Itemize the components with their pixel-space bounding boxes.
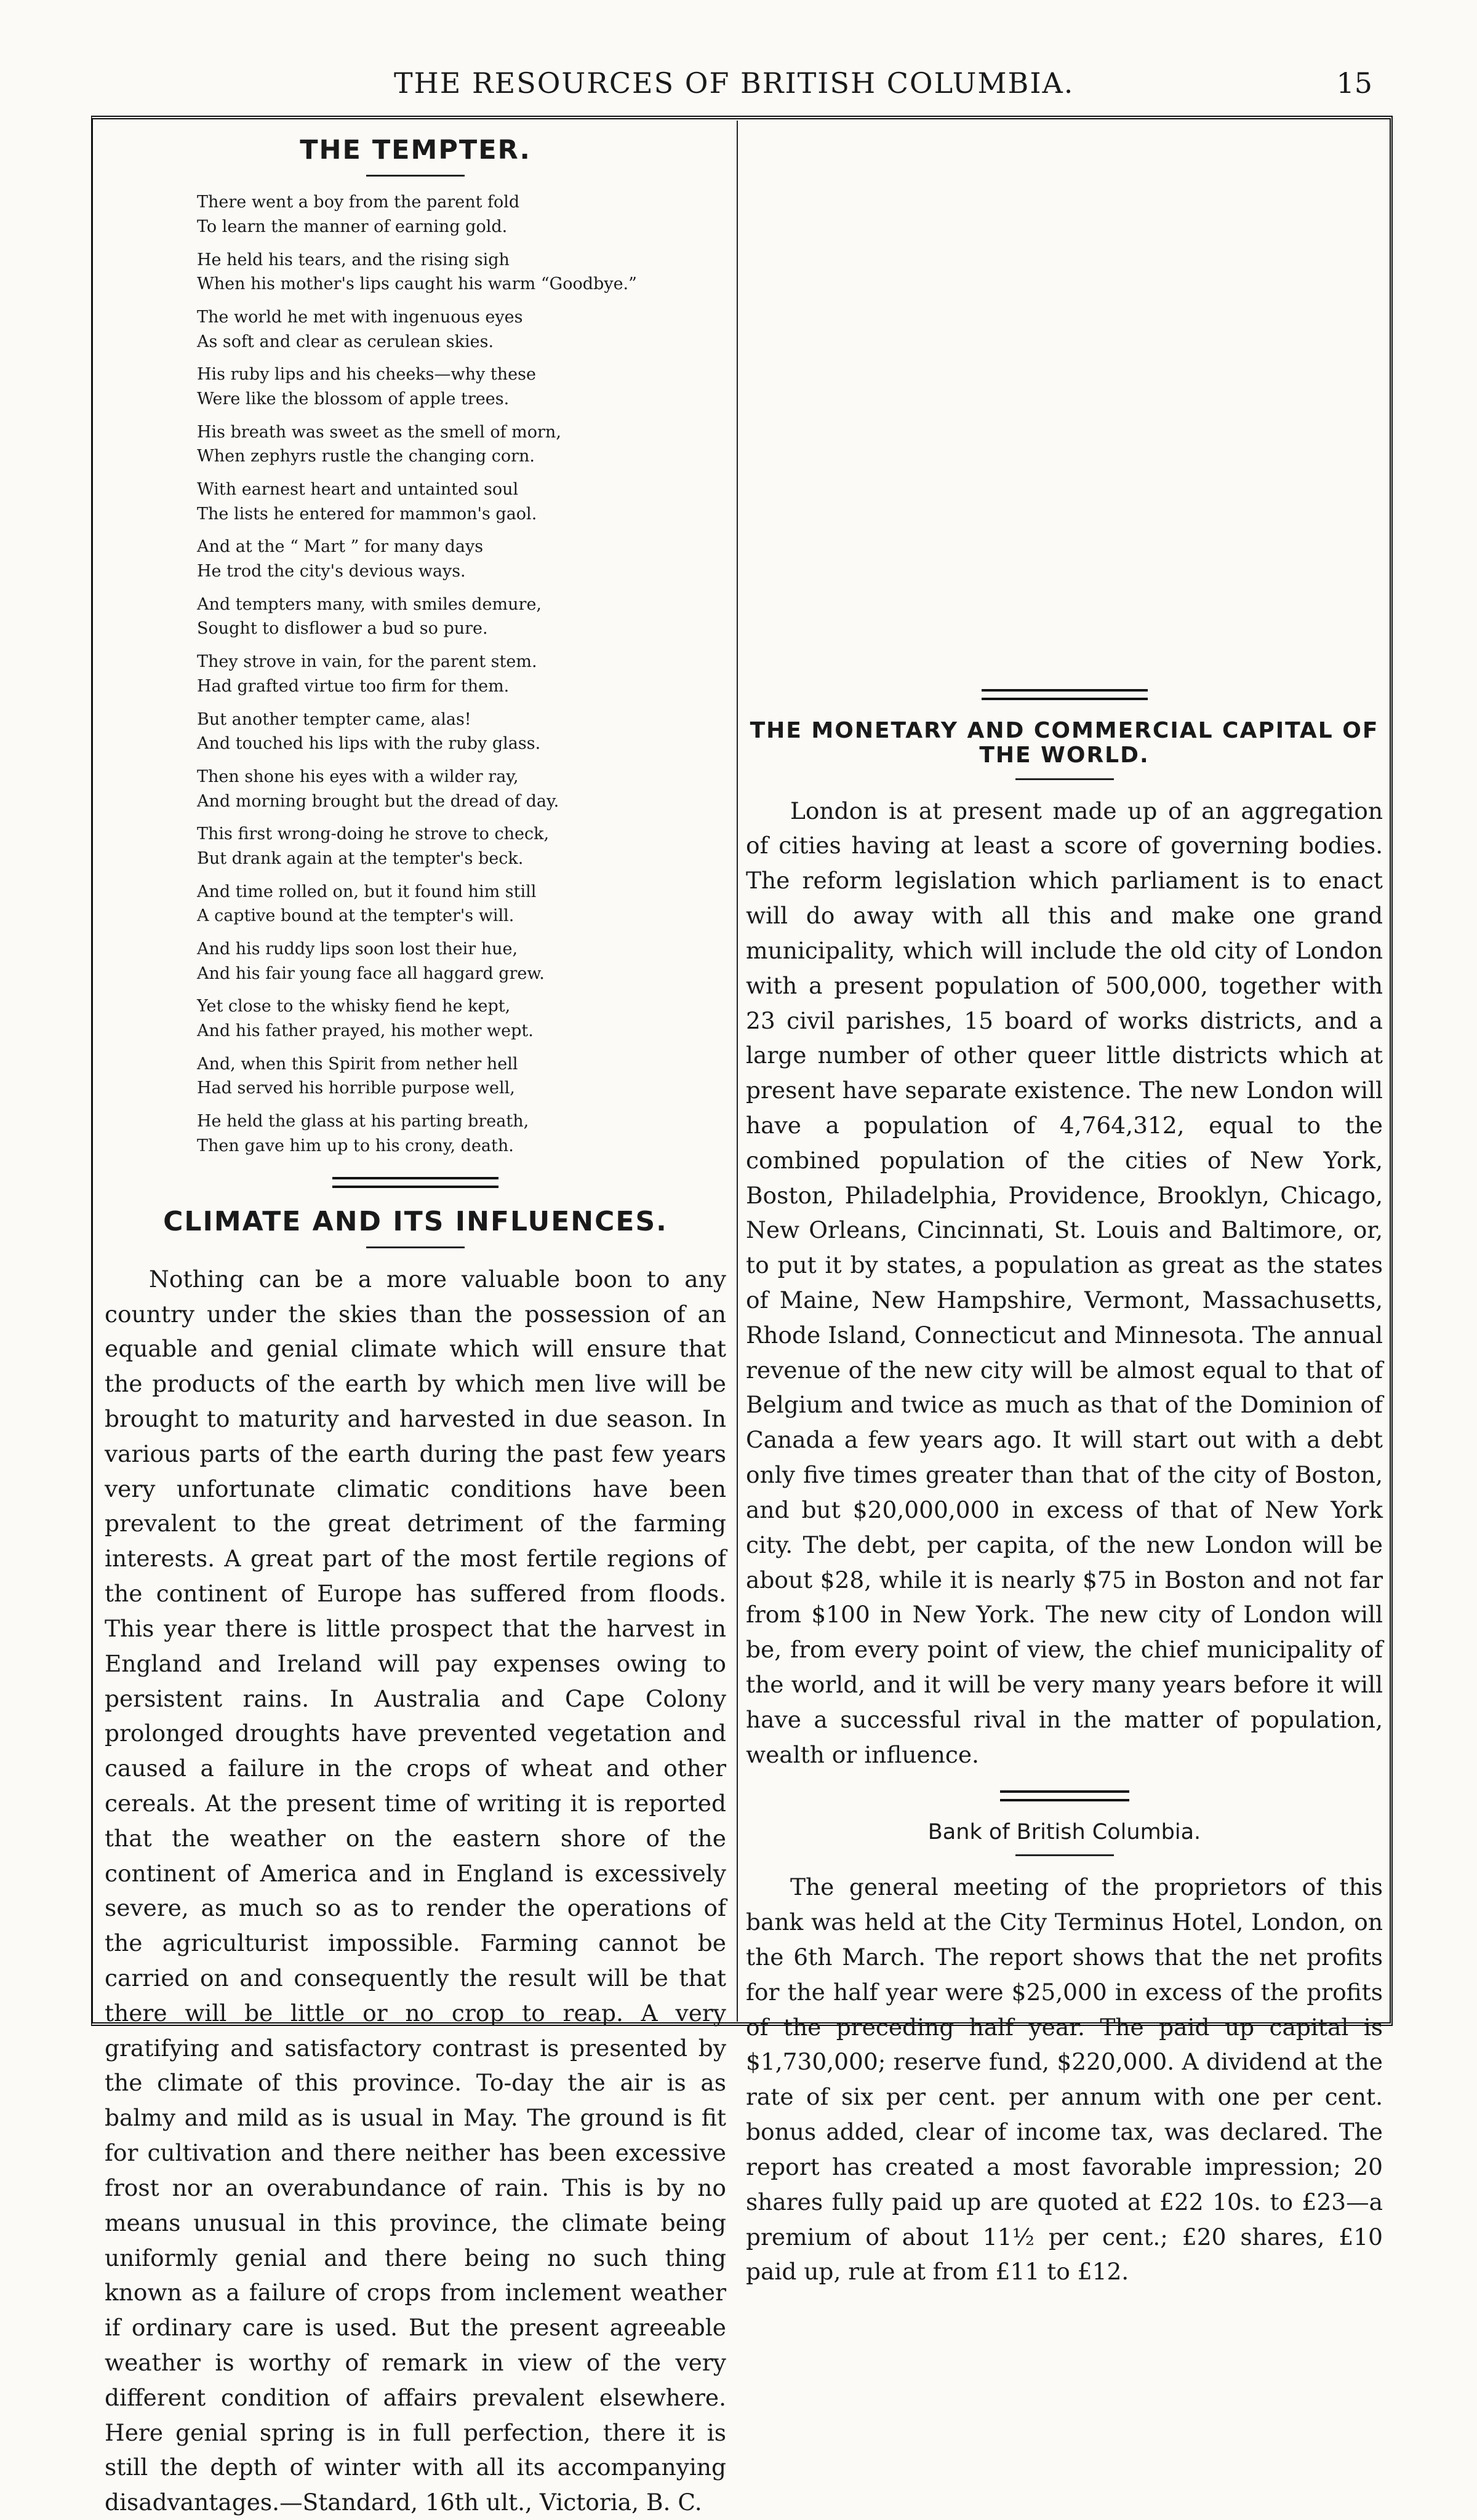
poem-line: And morning brought but the dread of day. (197, 791, 559, 811)
poem-stanza (197, 937, 726, 986)
poem-line: And touched his lips with the ruby glass. (197, 734, 541, 754)
monetary-title: THE MONETARY AND COMMERCIAL CAPITAL OF THE WORLD. (750, 718, 1379, 768)
section-separator (332, 1177, 498, 1188)
poem-line: But drank again at the tempter's beck. (197, 848, 524, 868)
poem-line: And his fair young face all haggard grew. (197, 963, 545, 983)
poem-line: The world he met with ingenuous eyes (197, 307, 523, 327)
poem-stanza (197, 592, 726, 641)
poem-stanza (197, 362, 726, 411)
poem-stanza (197, 477, 726, 526)
poem-stanza (197, 708, 726, 756)
poem-line: A captive bound at the tempter's will. (197, 906, 514, 926)
poem-line: To learn the manner of earning gold. (197, 217, 508, 236)
poem-line: Had grafted virtue too firm for them. (197, 676, 510, 696)
section-separator (1000, 1790, 1129, 1801)
right-column (746, 689, 1383, 2289)
poem-line: The lists he entered for mammon's gaol. (197, 504, 537, 524)
poem-line: When his mother's lips caught his warm “Goodbye.” (197, 274, 637, 294)
title-rule (1015, 778, 1114, 780)
poem-line: He held his tears, and the rising sigh (197, 250, 510, 269)
bank-article-text: The general meeting of the proprietors of this bank was held at the City Terminus Hotel, London, on the 6th March. The report shows that the net profits for the half year were $25,000 in excess of the profits of the preceding half year. The paid up capital is $1,730,000; reserve fund, $220,000. A dividend at the rate of six per cent. per annum with one per cent. bonus added, clear of income tax, was declared. The report has created a most favorable impression; 20 shares fully paid up are quoted at £22 10s. to £23—a premium of about 11½ per cent.; £20 shares, £10 paid up, rule at from £11 to £12. (746, 1873, 1383, 2286)
poem-stanza (197, 1109, 726, 1158)
poem-stanza (197, 765, 726, 813)
section-separator (982, 689, 1148, 700)
poem-title: THE TEMPTER. (300, 135, 531, 165)
page-header (74, 66, 1391, 103)
poem-line: And his ruddy lips soon lost their hue, (197, 939, 518, 959)
poem-line: He held the glass at his parting breath, (197, 1112, 529, 1131)
running-head: THE RESOURCES OF BRITISH COLUMBIA. (394, 66, 1075, 100)
poem-line: Were like the blossom of apple trees. (197, 389, 510, 409)
poem-stanza (197, 1052, 726, 1101)
poem-line: Then gave him up to his crony, death. (197, 1136, 514, 1155)
poem-line: But another tempter came, alas! (197, 709, 471, 729)
poem-stanza (197, 248, 726, 297)
poem-line: Then shone his eyes with a wilder ray, (197, 767, 519, 786)
poem-stanza (197, 994, 726, 1043)
poem-stanza (197, 650, 726, 698)
poem-line: And time rolled on, but it found him still (197, 882, 537, 901)
poem-line: And at the “ Mart ” for many days (197, 537, 484, 557)
poem-line: His ruby lips and his cheeks—why these (197, 365, 536, 385)
poem-stanza (197, 420, 726, 469)
poem-line: When zephyrs rustle the changing corn. (197, 447, 535, 466)
poem-stanza (197, 535, 726, 583)
poem-line: Yet close to the whisky fiend he kept, (197, 997, 511, 1016)
poem-stanza (197, 190, 726, 239)
column-divider (737, 121, 738, 2022)
poem-stanza (197, 305, 726, 354)
poem-line: Had served his horrible purpose well, (197, 1079, 515, 1098)
climate-title: CLIMATE AND ITS INFLUENCES. (163, 1205, 668, 1237)
climate-article-text: Nothing can be a more valuable boon to any country under the skies than the possession of an equable and genial climate which will ensure that the products of the earth by which men live will be brought to maturity and harvested in due season. In various parts of the earth during the past few years very unfortunate climatic conditions have been prevalent to the great detriment of the farming interests. A great part of the most fertile regions of the continent of Europe has suffered from floods. This year there is little prospect that the harvest in England and Ireland will pay expenses owing to persistent rains. In Australia and Cape Colony prolonged droughts have prevented vegetation and caused a failure in the crops of wheat and other cereals. At the present time of writing it is reported that the weather on the eastern shore of the continent of America and in England is excessively severe, as much so as to render the operations of the agriculturist impossible. Farming cannot be carried on and consequently the result will be that there will be little or no crop to reap. A very gratifying and satisfactory contrast is presented by the climate of this province. To-day the air is as balmy and mild as is usual in May. The ground is fit for cultivation and there neither has been excessive frost nor an overabundance of rain. This is by no means unusual in this province, the climate being uniformly genial and there being no such thing known as a failure of crops from inclement weather if ordinary care is used. But the present agreeable weather is worthy of remark in view of the very different condition of affairs prevalent elsewhere. Here genial spring is in full perfection, there it is still the depth of winter with all its accompanying disadvantages.—Standard, 16th ult., Victoria, B. C. (105, 1265, 726, 2516)
poem-line: Sought to disflower a bud so pure. (197, 619, 488, 639)
poem-line: They strove in vain, for the parent stem. (197, 652, 537, 672)
poem-body (105, 190, 726, 1158)
title-rule (366, 1246, 465, 1248)
poem-line: His breath was sweet as the smell of morn, (197, 422, 561, 442)
poem-line: With earnest heart and untainted soul (197, 480, 519, 500)
poem-stanza (197, 822, 726, 871)
monetary-article-text: London is at present made up of an aggregation of cities having at least a score of governing bodies. The reform legislation which parliament is to enact will do away with all this and make one grand municipality, which will include the old city of London with a present population of 500,000, together with 23 civil parishes, 15 board of works districts, and a large number of other queer little districts which at present have separate existence. The new London will have a population of 4,764,312, equal to the combined population of the cities of New York, Boston, Philadelphia, Providence, Brooklyn, Chicago, New Orleans, Cincinnati, St. Louis and Baltimore, or, to put it by states, a population as great as the states of Maine, New Hampshire, Vermont, Massachusetts, Rhode Island, Connecticut and Minnesota. The annual revenue of the new city will be almost equal to that of Belgium and twice as much as that of the Dominion of Canada a few years ago. It will start out with a debt only five times greater than that of the city of Boston, and but $20,000,000 in excess of that of New York city. The debt, per capita, of the new London will be about $28, while it is nearly $75 in Boston and not far from $100 in New York. The new city of London will be, from every point of view, the chief municipality of the world, and it will be very many years before it will have a successful rival in the matter of population, wealth or influence. (746, 797, 1383, 1768)
poem-stanza (197, 880, 726, 928)
poem-line: This first wrong-doing he strove to check, (197, 824, 550, 844)
title-rule (1015, 1854, 1114, 1856)
bank-title: Bank of British Columbia. (927, 1820, 1201, 1845)
poem-line: And, when this Spirit from nether hell (197, 1054, 518, 1074)
poem-line: There went a boy from the parent fold (197, 193, 520, 212)
left-column (105, 135, 726, 2520)
poem-line: He trod the city's devious ways. (197, 562, 466, 581)
poem-line: And his father prayed, his mother wept. (197, 1021, 534, 1041)
page-number: 15 (1336, 66, 1372, 100)
poem-line: And tempters many, with smiles demure, (197, 594, 542, 614)
poem-line: As soft and clear as cerulean skies. (197, 332, 494, 351)
title-rule (366, 175, 465, 177)
